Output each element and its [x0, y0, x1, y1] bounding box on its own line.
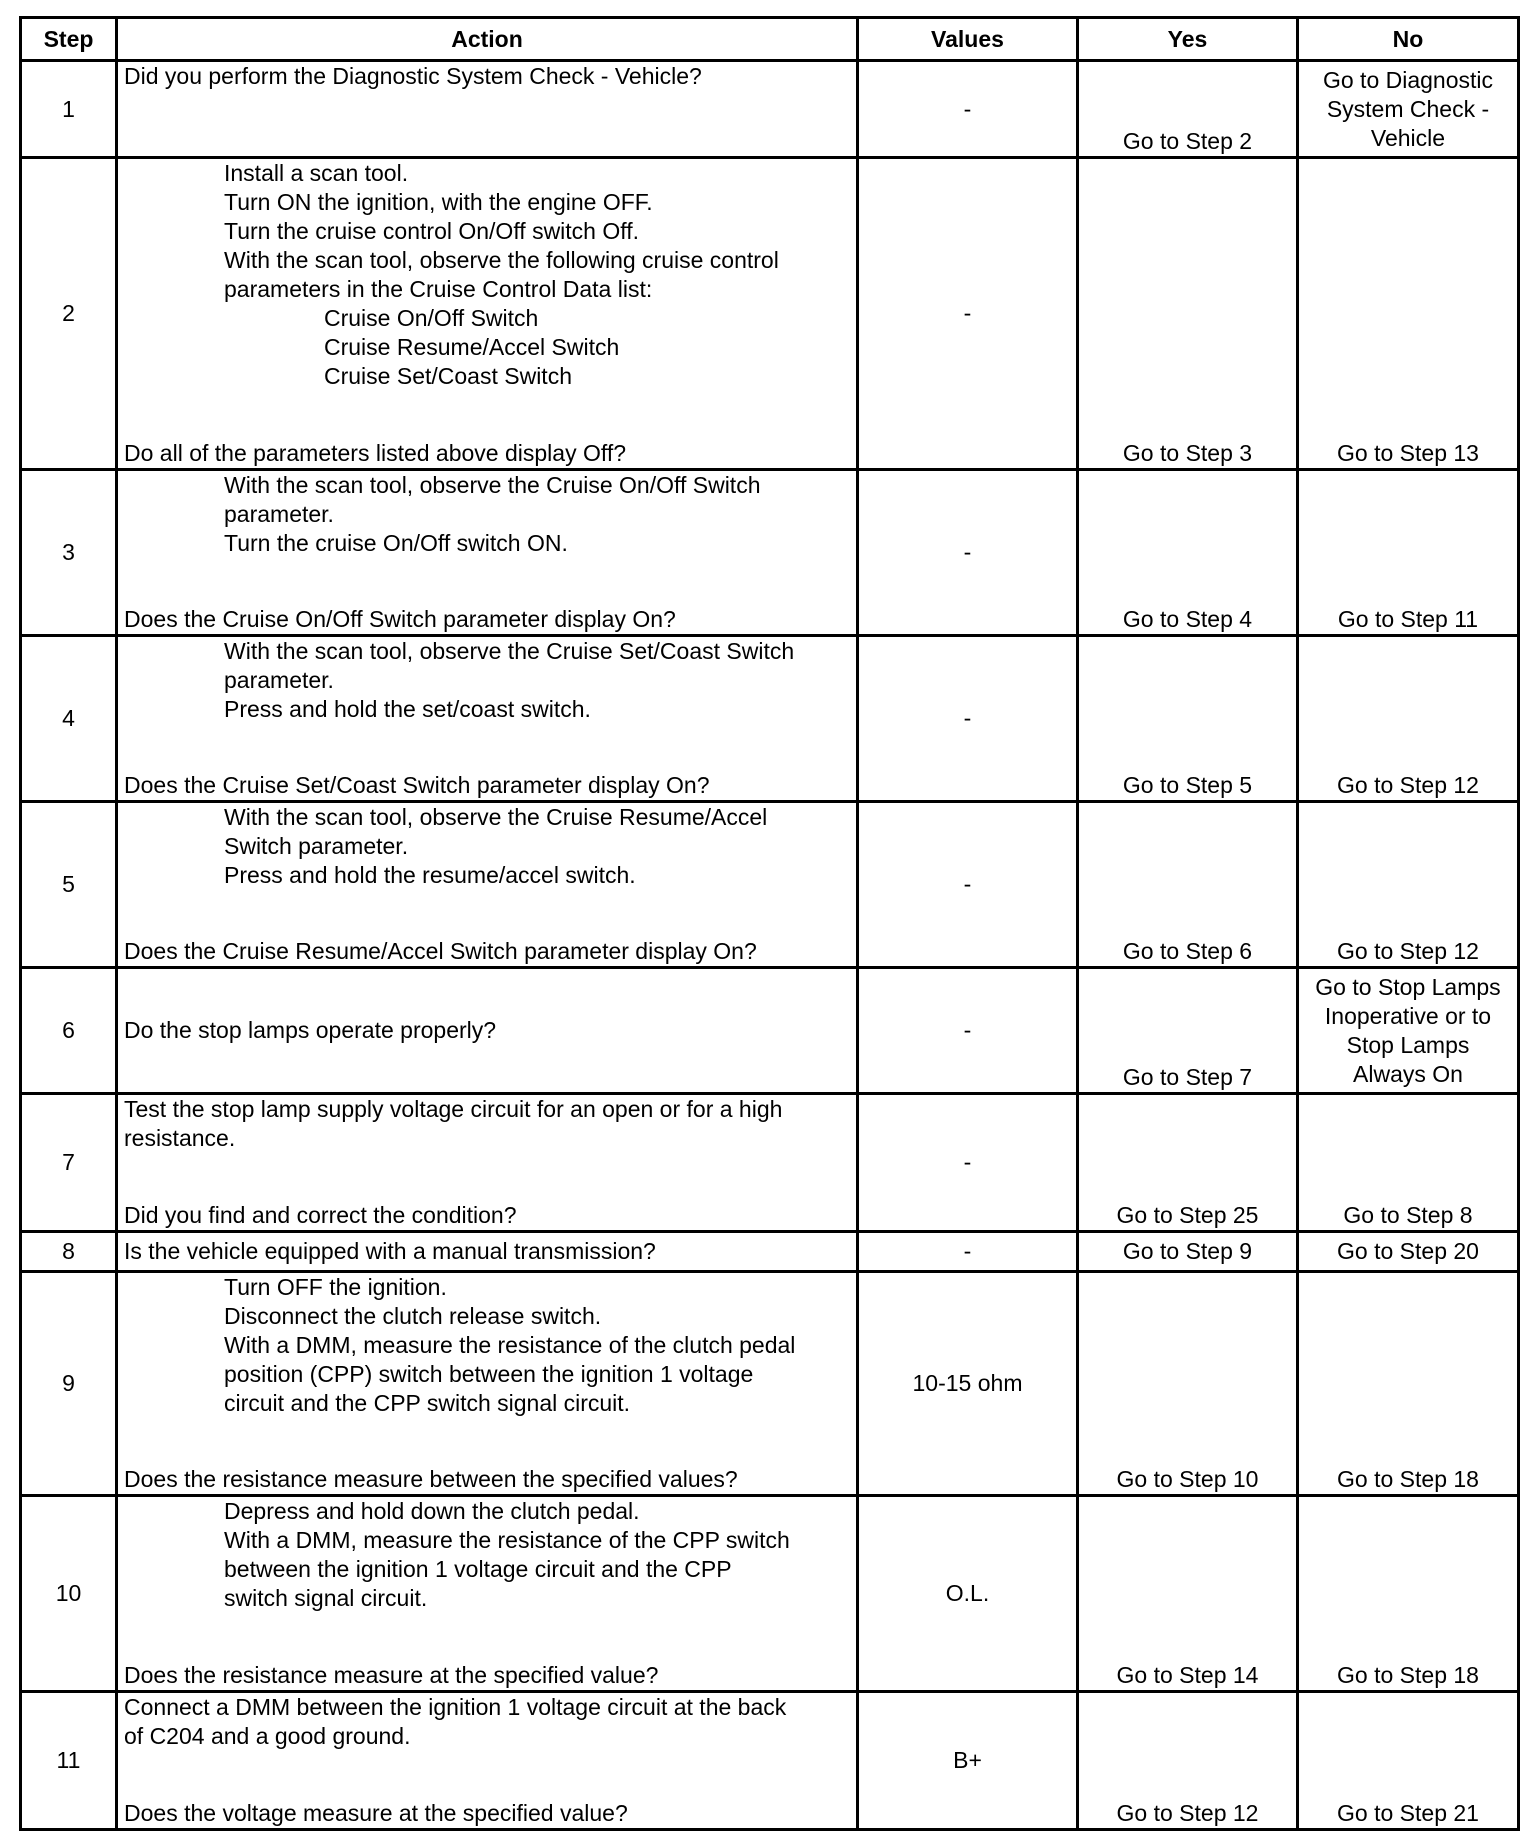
action-line: Press and hold the resume/accel switch.	[224, 862, 636, 888]
no-cell: Go to Step 12	[1298, 802, 1519, 968]
value-cell: B+	[858, 1692, 1078, 1830]
table-row	[21, 1232, 1519, 1272]
table-row	[21, 802, 1519, 968]
action-cell	[117, 636, 858, 802]
no-line: Always On	[1353, 1060, 1463, 1087]
no-line: Vehicle	[1370, 124, 1446, 151]
value-cell: -	[858, 802, 1078, 968]
action-line: Switch parameter.	[224, 833, 409, 859]
action-line: With the scan tool, observe the Cruise Resume/Accel	[224, 804, 768, 830]
table-row	[21, 1272, 1519, 1496]
action-cell	[117, 1692, 858, 1830]
table-row	[21, 61, 1519, 158]
value-cell: -	[858, 1094, 1078, 1232]
action-line: Press and hold the set/coast switch.	[224, 696, 591, 722]
no-cell: Go to Step 21	[1298, 1692, 1519, 1830]
value-cell: -	[858, 61, 1078, 158]
yes-cell: Go to Step 6	[1078, 802, 1298, 968]
step-number: 1	[21, 61, 117, 158]
action-question: Does the Cruise Set/Coast Switch parameter display On?	[124, 772, 710, 798]
action-cell	[117, 1232, 858, 1272]
no-line: Inoperative or to	[1324, 1002, 1492, 1029]
action-cell	[117, 158, 858, 470]
value-cell: -	[858, 636, 1078, 802]
action-question: Does the resistance measure between the specified values?	[124, 1466, 738, 1492]
no-cell: Go to Step 11	[1298, 470, 1519, 636]
action-question: Do all of the parameters listed above display Off?	[124, 440, 627, 466]
action-cell	[117, 802, 858, 968]
no-cell: Go to Step 18	[1298, 1272, 1519, 1496]
no-line: System Check -	[1326, 95, 1490, 122]
table-row	[21, 470, 1519, 636]
no-cell: Go to Step 18	[1298, 1496, 1519, 1692]
yes-cell: Go to Step 14	[1078, 1496, 1298, 1692]
no-line: Go to Stop Lamps	[1315, 973, 1501, 1000]
yes-cell: Go to Step 3	[1078, 158, 1298, 470]
action-cell	[117, 1496, 858, 1692]
action-question: Did you find and correct the condition?	[124, 1202, 517, 1228]
action-line: Turn OFF the ignition.	[224, 1274, 447, 1300]
action-line: Turn the cruise On/Off switch ON.	[224, 530, 568, 556]
action-line: parameter.	[224, 667, 334, 693]
action-line: With the scan tool, observe the Cruise Set/Coast Switch	[224, 638, 795, 664]
action-line: Connect a DMM between the ignition 1 voltage circuit at the back	[124, 1694, 787, 1720]
step-number: 11	[21, 1692, 117, 1830]
no-cell: Go to Step 12	[1298, 636, 1519, 802]
action-line: between the ignition 1 voltage circuit and the CPP	[224, 1556, 732, 1582]
value-cell: -	[858, 968, 1078, 1094]
no-line: Go to Diagnostic	[1322, 66, 1494, 93]
value-cell: -	[858, 1232, 1078, 1272]
action-subitem: Cruise On/Off Switch	[324, 305, 539, 331]
no-line: Stop Lamps	[1346, 1031, 1470, 1058]
action-question: Do the stop lamps operate properly?	[124, 1017, 497, 1043]
action-question: Did you perform the Diagnostic System Check - Vehicle?	[124, 63, 702, 89]
header-step: Step	[21, 18, 117, 61]
action-line: position (CPP) switch between the ignition 1 voltage	[224, 1361, 754, 1387]
table-row	[21, 1496, 1519, 1692]
action-line: With the scan tool, observe the following cruise control	[224, 247, 779, 273]
step-number: 5	[21, 802, 117, 968]
yes-cell: Go to Step 5	[1078, 636, 1298, 802]
step-number: 7	[21, 1094, 117, 1232]
yes-cell: Go to Step 9	[1078, 1232, 1298, 1272]
value-cell: -	[858, 470, 1078, 636]
no-cell: Go to Step 13	[1298, 158, 1519, 470]
action-subitem: Cruise Resume/Accel Switch	[324, 334, 620, 360]
header-yes: Yes	[1078, 18, 1298, 61]
yes-cell: Go to Step 7	[1078, 968, 1298, 1094]
step-number: 9	[21, 1272, 117, 1496]
action-line: With the scan tool, observe the Cruise On/Off Switch	[224, 472, 761, 498]
action-line: switch signal circuit.	[224, 1585, 428, 1611]
table-row	[21, 1094, 1519, 1232]
action-line: With a DMM, measure the resistance of the clutch pedal	[224, 1332, 796, 1358]
action-cell	[117, 1094, 858, 1232]
yes-cell: Go to Step 25	[1078, 1094, 1298, 1232]
no-cell: Go to Step 8	[1298, 1094, 1519, 1232]
action-line: parameters in the Cruise Control Data list:	[224, 276, 653, 302]
action-question: Does the voltage measure at the specified value?	[124, 1800, 628, 1826]
action-question: Is the vehicle equipped with a manual transmission?	[124, 1238, 656, 1264]
action-line: Install a scan tool.	[224, 160, 409, 186]
header-values: Values	[858, 18, 1078, 61]
value-cell: -	[858, 158, 1078, 470]
header-no: No	[1298, 18, 1519, 61]
table-row	[21, 968, 1519, 1094]
action-line: Disconnect the clutch release switch.	[224, 1303, 602, 1329]
action-line: of C204 and a good ground.	[124, 1723, 411, 1749]
header-action: Action	[117, 18, 858, 61]
no-cell: Go to Step 20	[1298, 1232, 1519, 1272]
yes-cell: Go to Step 4	[1078, 470, 1298, 636]
step-number: 2	[21, 158, 117, 470]
action-cell	[117, 470, 858, 636]
table-row	[21, 158, 1519, 470]
action-line: Turn ON the ignition, with the engine OFF.	[224, 189, 653, 215]
action-question: Does the resistance measure at the specified value?	[124, 1662, 659, 1688]
no-cell	[1298, 968, 1519, 1094]
step-number: 8	[21, 1232, 117, 1272]
yes-cell: Go to Step 10	[1078, 1272, 1298, 1496]
step-number: 4	[21, 636, 117, 802]
diagnostic-table	[19, 16, 1520, 1831]
step-number: 3	[21, 470, 117, 636]
action-cell	[117, 1272, 858, 1496]
yes-cell: Go to Step 12	[1078, 1692, 1298, 1830]
action-line: circuit and the CPP switch signal circuit.	[224, 1390, 631, 1416]
table-row	[21, 1692, 1519, 1830]
header-row	[21, 18, 1519, 61]
step-number: 6	[21, 968, 117, 1094]
action-question: Does the Cruise On/Off Switch parameter display On?	[124, 606, 676, 632]
action-line: resistance.	[124, 1125, 236, 1151]
value-cell: O.L.	[858, 1496, 1078, 1692]
action-line: Turn the cruise control On/Off switch Off.	[224, 218, 640, 244]
value-cell: 10-15 ohm	[858, 1272, 1078, 1496]
action-line: With a DMM, measure the resistance of the CPP switch	[224, 1527, 790, 1553]
action-cell	[117, 968, 858, 1094]
table-row	[21, 636, 1519, 802]
action-line: parameter.	[224, 501, 334, 527]
action-cell	[117, 61, 858, 158]
action-line: Test the stop lamp supply voltage circuit for an open or for a high	[124, 1096, 783, 1122]
no-cell	[1298, 61, 1519, 158]
action-subitem: Cruise Set/Coast Switch	[324, 363, 572, 389]
yes-cell: Go to Step 2	[1078, 61, 1298, 158]
action-question: Does the Cruise Resume/Accel Switch parameter display On?	[124, 938, 757, 964]
action-line: Depress and hold down the clutch pedal.	[224, 1498, 640, 1524]
step-number: 10	[21, 1496, 117, 1692]
